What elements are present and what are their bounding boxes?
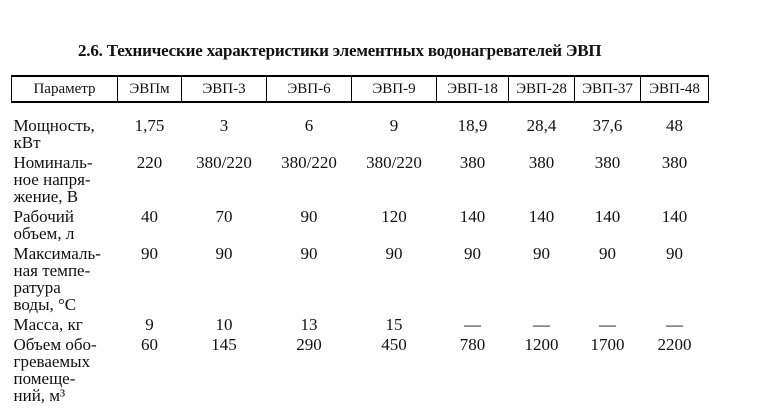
value-cell: 90 xyxy=(141,244,158,263)
value-cell: 1200 xyxy=(524,335,559,354)
header-row xyxy=(12,76,709,102)
value-cell: 10 xyxy=(215,315,233,334)
column-header-model: ЭВП-28 xyxy=(509,76,575,102)
parameter-cell xyxy=(12,245,118,316)
parameter-line: Масса, кг xyxy=(13,315,83,334)
table-row xyxy=(12,336,709,407)
parameter-line: объем, л xyxy=(13,224,75,243)
value-cell: 28,4 xyxy=(526,116,557,135)
value-cell: 6 xyxy=(304,116,314,135)
value-cell: 450 xyxy=(381,335,407,354)
parameter-line: помеще- xyxy=(13,369,76,388)
value-cell: 90 xyxy=(464,244,481,263)
value-cell: 290 xyxy=(296,335,322,354)
value-cell: 380/220 xyxy=(196,153,252,172)
column-header-model: ЭВПм xyxy=(118,76,182,102)
value-cell: 120 xyxy=(381,207,407,226)
value-cell: — xyxy=(666,315,683,334)
value-cell: 15 xyxy=(385,315,403,334)
value-cell: 90 xyxy=(300,244,318,263)
column-header-model: ЭВП-37 xyxy=(575,76,641,102)
table-row xyxy=(12,245,709,316)
parameter-line: жение, В xyxy=(13,187,79,206)
value-cell: 90 xyxy=(599,244,616,263)
value-cell: 780 xyxy=(459,335,486,354)
parameter-line: Номиналь- xyxy=(13,153,93,172)
parameter-cell xyxy=(12,316,118,336)
table-row xyxy=(12,208,709,245)
value-cell: 380 xyxy=(661,153,688,172)
value-cell: 48 xyxy=(666,116,683,135)
parameter-line: Рабочий xyxy=(13,207,74,226)
value-cell: 140 xyxy=(594,207,621,226)
table-title: 2.6. Технические характеристики элементных водонагревателей ЭВП xyxy=(78,41,602,60)
table-row xyxy=(12,102,709,154)
value-cell: 40 xyxy=(141,207,158,226)
value-cell: 380 xyxy=(459,153,486,172)
parameter-line: ное напря- xyxy=(13,170,91,189)
parameter-cell xyxy=(12,208,118,245)
value-cell: 90 xyxy=(215,244,233,263)
value-cell: 1700 xyxy=(590,335,625,354)
column-header-model: ЭВП-9 xyxy=(352,76,437,102)
value-cell: 140 xyxy=(459,207,486,226)
value-cell: 380/220 xyxy=(281,153,337,172)
value-cell: 380 xyxy=(528,153,555,172)
value-cell: 13 xyxy=(300,315,318,334)
parameter-line: Максималь- xyxy=(13,244,101,263)
value-cell: 18,9 xyxy=(457,116,488,135)
value-cell: 90 xyxy=(300,207,318,226)
value-cell: 145 xyxy=(211,335,237,354)
parameter-line: Мощность, xyxy=(13,116,95,135)
table-row xyxy=(12,154,709,208)
column-header-parameter: Параметр xyxy=(12,76,118,102)
value-cell: 90 xyxy=(385,244,403,263)
value-cell: 90 xyxy=(533,244,550,263)
parameter-cell xyxy=(12,102,118,154)
value-cell: 60 xyxy=(141,335,158,354)
value-cell: 220 xyxy=(136,153,163,172)
parameter-cell xyxy=(12,336,118,407)
value-cell: — xyxy=(533,315,550,334)
parameter-line: воды, °С xyxy=(13,295,77,314)
spec-table xyxy=(11,75,709,407)
parameter-line: кВт xyxy=(13,133,41,152)
value-cell: 9 xyxy=(145,315,154,334)
column-header-model: ЭВП-3 xyxy=(182,76,267,102)
value-cell: 380 xyxy=(594,153,621,172)
parameter-cell xyxy=(12,154,118,208)
parameter-line: ратура xyxy=(13,278,61,297)
value-cell: — xyxy=(599,315,616,334)
parameter-line: ная темпе- xyxy=(13,261,91,280)
value-cell: 70 xyxy=(215,207,233,226)
value-cell: 1,75 xyxy=(134,116,165,135)
value-cell: 380/220 xyxy=(366,153,422,172)
value-cell: 3 xyxy=(219,116,229,135)
value-cell: 140 xyxy=(528,207,555,226)
column-header-model: ЭВП-6 xyxy=(267,76,352,102)
parameter-line: греваемых xyxy=(13,352,91,371)
value-cell: 90 xyxy=(666,244,683,263)
table-row xyxy=(12,316,709,336)
value-cell: 9 xyxy=(389,116,399,135)
parameter-line: Объем обо- xyxy=(13,335,97,354)
column-header-model: ЭВП-48 xyxy=(641,76,709,102)
column-header-model: ЭВП-18 xyxy=(437,76,509,102)
value-cell: 37,6 xyxy=(592,116,623,135)
parameter-line: ний, м³ xyxy=(13,386,66,405)
value-cell: 140 xyxy=(661,207,688,226)
value-cell: — xyxy=(464,315,481,334)
value-cell: 2200 xyxy=(657,335,692,354)
